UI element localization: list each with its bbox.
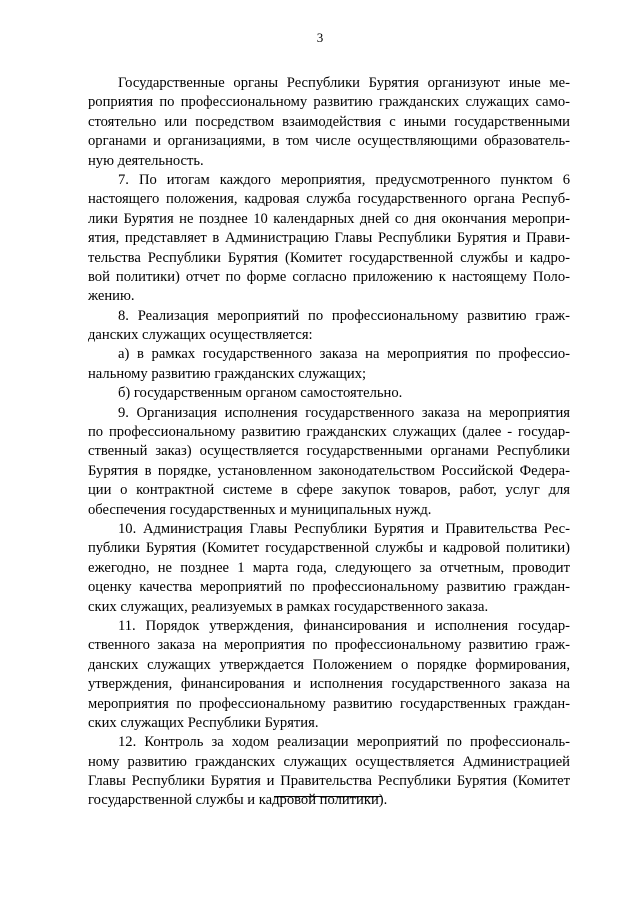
paragraph-line: ежегодно, не позднее 1 марта года, следующего за отчетным, проводит [88, 559, 570, 576]
paragraph [88, 345, 570, 384]
paragraph-line: ских служащих Республики Бурятия. [88, 714, 319, 731]
paragraph [88, 74, 570, 171]
end-of-text-rule [274, 796, 382, 797]
paragraph-line: данских служащих утверждается Положением о порядке формирования, [88, 656, 570, 673]
paragraph-line: нальному развитию гражданских служащих; [88, 365, 367, 382]
document-body [88, 74, 570, 811]
paragraph-line: б) государственным органом самостоятельно. [118, 385, 403, 402]
paragraph-line: лики Бурятия не позднее 10 календарных дней со дня окончания меропри- [88, 210, 570, 227]
paragraph-line: ному развитию гражданских служащих осуществляется Администрацией [88, 753, 570, 770]
paragraph-line: Бурятия в порядке, установленном законодательством Российской Федера- [88, 462, 570, 479]
paragraph-line: роприятия по профессиональному развитию гражданских служащих само- [88, 94, 570, 111]
paragraph-line: Главы Республики Бурятия и Правительства Республики Бурятия (Комитет [88, 773, 570, 790]
paragraph-line: а) в рамках государственного заказа на мероприятия по профессио- [118, 346, 570, 363]
paragraph [88, 520, 570, 617]
paragraph-line: стоятельно или посредством взаимодействия с иными государственными [88, 113, 570, 130]
paragraph-line: 9. Организация исполнения государственного заказа на мероприятия [118, 404, 570, 421]
paragraph-line: 10. Администрация Главы Республики Бурятия и Правительства Рес- [118, 520, 570, 537]
paragraph-line: публики Бурятия (Комитет государственной службы и кадровой политики) [88, 540, 570, 557]
paragraph-line: ственного заказа на мероприятия по профессиональному развитию граж- [88, 637, 570, 654]
paragraph-line: ции о контрактной системе в сфере закупок товаров, работ, услуг для [88, 482, 570, 499]
paragraph-line: тельства Республики Бурятия (Комитет государственной службы и кадро- [88, 249, 570, 266]
paragraph-line: органами и организациями, в том числе осуществляющими образователь- [88, 133, 570, 150]
paragraph [88, 384, 570, 403]
paragraph-line: ственный заказ) осуществляется государственными органами Республики [88, 443, 570, 460]
paragraph [88, 307, 570, 346]
paragraph-line: по профессиональному развитию гражданских служащих (далее - государ- [88, 424, 570, 441]
paragraph [88, 617, 570, 733]
paragraph-line: ную деятельность. [88, 152, 204, 169]
paragraph [88, 404, 570, 520]
paragraph-line: ятия, представляет в Администрацию Главы Республики Бурятия и Прави- [88, 230, 570, 247]
paragraph-line: оценку качества мероприятий по профессиональному развитию граждан- [88, 579, 570, 596]
paragraph-line: вой политики) отчет по форме согласно приложению к настоящему Поло- [88, 268, 570, 285]
paragraph-line: утверждения, финансирования и исполнения государственного заказа на [88, 676, 570, 693]
paragraph-line: 11. Порядок утверждения, финансирования и исполнения государ- [118, 617, 570, 634]
paragraph-line: настоящего положения, кадровая служба государственного органа Респуб- [88, 191, 570, 208]
paragraph-line: 12. Контроль за ходом реализации мероприятий по профессиональ- [118, 734, 570, 751]
paragraph [88, 733, 570, 811]
paragraph-line: 7. По итогам каждого мероприятия, предусмотренного пунктом 6 [118, 171, 570, 188]
paragraph-line: государственной службы и кадровой политики). [88, 792, 388, 809]
paragraph-line: жению. [88, 288, 135, 305]
page-number: 3 [316, 30, 324, 45]
paragraph-line: мероприятия по профессиональному развитию государственных граждан- [88, 695, 570, 712]
paragraph-line: данских служащих осуществляется: [88, 327, 313, 344]
paragraph-line: Государственные органы Республики Бурятия организуют иные ме- [118, 75, 570, 91]
paragraph [88, 171, 570, 307]
paragraph-line: обеспечения государственных и муниципальных нужд. [88, 501, 432, 518]
paragraph-line: 8. Реализация мероприятий по профессиональному развитию граж- [118, 307, 570, 324]
paragraph-line: ских служащих, реализуемых в рамках государственного заказа. [88, 598, 489, 615]
